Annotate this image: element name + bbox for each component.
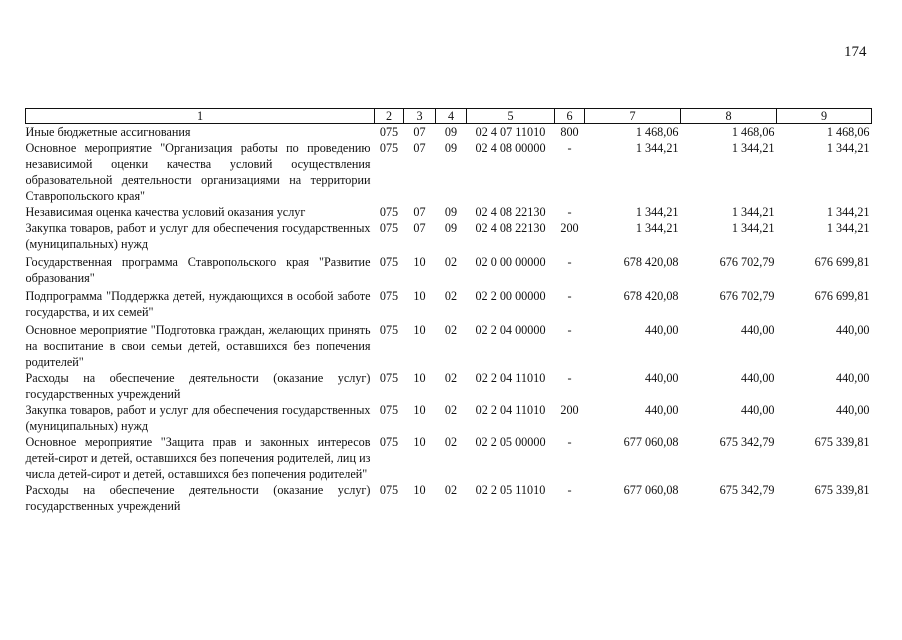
row-target-code: 02 2 05 11010 [475,483,546,497]
row-ministry-code: 075 [379,403,399,417]
row-ministry-code: 075 [379,323,399,337]
row-target-code: 02 4 08 22130 [475,205,546,219]
row-amount-8: 440,00 [740,323,775,337]
row-target-code: 02 2 05 00000 [475,435,546,449]
row-expense-type: 200 [560,403,579,417]
row-subsection-code: 02 [444,435,458,449]
row-section-code: 07 [413,125,426,139]
table-header [26,109,872,124]
row-section-code: 10 [413,323,426,337]
row-section-code: 10 [413,255,426,269]
row-ministry-code: 075 [379,483,399,497]
table-row [26,402,872,434]
row-amount-8: 676 702,79 [719,289,775,303]
row-section-code: 07 [413,141,426,155]
table-row [26,434,872,482]
row-section-code: 10 [413,483,426,497]
row-name: Закупка товаров, работ и услуг для обеспечения государственных (муниципальных) нужд [25,403,371,433]
page-number: 174 [844,44,867,60]
row-name: Основное мероприятие "Защита прав и законных интересов детей-сирот и детей, оставшихся без попечения родителей, лиц из числа детей-сирот и детей, оставшихся без попечения родителей" [25,435,371,481]
row-target-code: 02 2 00 00000 [475,289,546,303]
row-amount-8: 675 342,79 [719,483,775,497]
budget-table [25,108,872,514]
row-section-code: 10 [413,289,426,303]
row-expense-type: 200 [560,221,579,235]
table-row [26,204,872,220]
row-expense-type: - [567,435,572,449]
row-target-code: 02 4 08 00000 [475,141,546,155]
row-subsection-code: 02 [444,255,458,269]
row-expense-type: - [567,371,572,385]
row-amount-7: 677 060,08 [623,435,679,449]
row-amount-9: 440,00 [835,371,870,385]
header-col-9: 9 [777,109,872,124]
row-ministry-code: 075 [379,371,399,385]
row-expense-type: - [567,323,572,337]
row-target-code: 02 2 04 00000 [475,323,546,337]
row-expense-type: - [567,141,572,155]
row-amount-7: 1 468,06 [635,125,679,139]
row-name: Расходы на обеспечение деятельности (оказание услуг) государственных учреждений [25,371,371,401]
row-expense-type: 800 [560,125,579,139]
row-amount-7: 677 060,08 [623,483,679,497]
table-row [26,252,872,286]
row-name: Иные бюджетные ассигнования [25,125,191,139]
row-section-code: 10 [413,403,426,417]
row-name: Основное мероприятие "Подготовка граждан, желающих принять на воспитание в свои семьи детей, оставшихся без попечения родителей" [25,323,371,369]
row-amount-8: 676 702,79 [719,255,775,269]
row-amount-9: 676 699,81 [814,289,870,303]
row-amount-9: 675 339,81 [814,483,870,497]
table-body [26,124,872,515]
table-row [26,140,872,204]
row-amount-9: 675 339,81 [814,435,870,449]
header-col-4: 4 [436,109,467,124]
row-amount-9: 1 468,06 [826,125,870,139]
table-row [26,370,872,402]
row-ministry-code: 075 [379,205,399,219]
row-amount-8: 1 344,21 [731,221,775,235]
row-amount-8: 675 342,79 [719,435,775,449]
table-row [26,124,872,141]
header-col-6: 6 [555,109,585,124]
row-expense-type: - [567,205,572,219]
row-subsection-code: 09 [444,141,458,155]
header-col-1: 1 [26,109,375,124]
row-name: Независимая оценка качества условий оказания услуг [25,205,306,219]
row-subsection-code: 09 [444,221,458,235]
row-amount-7: 1 344,21 [635,221,679,235]
row-ministry-code: 075 [379,289,399,303]
table-row [26,286,872,320]
header-col-5: 5 [467,109,555,124]
row-target-code: 02 4 07 11010 [475,125,546,139]
row-name: Расходы на обеспечение деятельности (оказание услуг) государственных учреждений [25,483,371,513]
row-ministry-code: 075 [379,255,399,269]
row-amount-8: 440,00 [740,371,775,385]
row-amount-7: 1 344,21 [635,205,679,219]
row-section-code: 10 [413,371,426,385]
row-subsection-code: 02 [444,403,458,417]
row-ministry-code: 075 [379,125,399,139]
row-amount-9: 440,00 [835,323,870,337]
row-amount-9: 1 344,21 [826,221,870,235]
row-amount-9: 1 344,21 [826,141,870,155]
row-amount-8: 1 344,21 [731,205,775,219]
header-col-7: 7 [585,109,681,124]
row-section-code: 10 [413,435,426,449]
row-name: Государственная программа Ставропольского края "Развитие образования" [25,255,371,285]
row-expense-type: - [567,289,572,303]
row-target-code: 02 2 04 11010 [475,371,546,385]
row-ministry-code: 075 [379,141,399,155]
row-ministry-code: 075 [379,221,399,235]
row-amount-7: 678 420,08 [623,255,679,269]
row-amount-8: 1 344,21 [731,141,775,155]
row-subsection-code: 02 [444,289,458,303]
row-section-code: 07 [413,205,426,219]
row-amount-7: 440,00 [644,403,679,417]
header-row [26,109,872,124]
row-subsection-code: 09 [444,125,458,139]
row-amount-7: 1 344,21 [635,141,679,155]
row-target-code: 02 2 04 11010 [475,403,546,417]
table-row [26,482,872,514]
row-subsection-code: 02 [444,371,458,385]
row-name: Закупка товаров, работ и услуг для обеспечения государственных (муниципальных) нужд [25,221,371,251]
table-row [26,320,872,370]
row-expense-type: - [567,483,572,497]
row-amount-9: 1 344,21 [826,205,870,219]
row-subsection-code: 02 [444,323,458,337]
row-target-code: 02 4 08 22130 [475,221,546,235]
row-amount-8: 440,00 [740,403,775,417]
row-ministry-code: 075 [379,435,399,449]
row-amount-9: 440,00 [835,403,870,417]
row-amount-8: 1 468,06 [731,125,775,139]
row-subsection-code: 09 [444,205,458,219]
row-target-code: 02 0 00 00000 [475,255,546,269]
header-col-2: 2 [375,109,404,124]
row-name: Основное мероприятие "Организация работы по проведению независимой оценки качества условий осуществления образовательной деятельности организациями на территории Ставропольского края" [25,141,371,203]
row-name: Подпрограмма "Поддержка детей, нуждающихся в особой заботе государства, и их семей" [25,289,371,319]
row-amount-7: 440,00 [644,371,679,385]
row-amount-7: 440,00 [644,323,679,337]
row-section-code: 07 [413,221,426,235]
header-col-8: 8 [681,109,777,124]
table-row [26,220,872,252]
row-expense-type: - [567,255,572,269]
row-amount-7: 678 420,08 [623,289,679,303]
header-col-3: 3 [404,109,436,124]
row-subsection-code: 02 [444,483,458,497]
row-amount-9: 676 699,81 [814,255,870,269]
